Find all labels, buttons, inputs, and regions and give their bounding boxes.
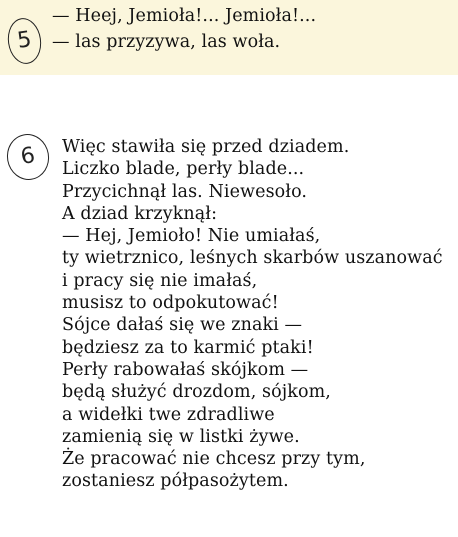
stanza-6	[0, 120, 458, 537]
verse-line: Więc stawiła się przed dziadem.	[62, 137, 350, 157]
verse-line: A dziad krzyknął:	[62, 203, 218, 224]
verse-line: a widełki twe zdradliwe	[62, 404, 275, 425]
verse-line: Perły rabowałaś skójkom —	[62, 359, 309, 380]
stanza-6-lines	[62, 136, 443, 493]
verse-line: zamienią się w listki żywe.	[62, 426, 300, 447]
verse-line: Przycichnął las. Niewesoło.	[62, 181, 308, 202]
stanza-5	[0, 0, 458, 75]
stanza-5-lines	[52, 3, 316, 55]
verse-line: Że pracować nie chcesz przy tym,	[62, 449, 366, 470]
verse-line: musisz to odpokutować!	[62, 293, 279, 314]
verse-line: i pracy się nie imałaś,	[62, 270, 258, 291]
verse-line: zostaniesz półpasożytem.	[62, 471, 289, 492]
verse-line: ty wietrznico, leśnych skarbów uszanować	[62, 248, 443, 269]
stanza-number-6: 6	[3, 131, 52, 184]
verse-line: Sójce dałaś się we znaki —	[62, 315, 303, 336]
verse-line: Liczko blade, perły blade...	[62, 159, 305, 180]
verse-line: — Hej, Jemioło! Nie umiałaś,	[62, 226, 321, 247]
verse-line: — las przyzywa, las woła.	[52, 32, 281, 52]
verse-line: będziesz za to karmić ptaki!	[62, 337, 314, 358]
verse-line: będą służyć drozdom, sójkom,	[62, 382, 331, 403]
stanza-number-5: 5	[5, 16, 44, 66]
verse-line: — Heej, Jemioła!... Jemioła!...	[52, 6, 317, 26]
